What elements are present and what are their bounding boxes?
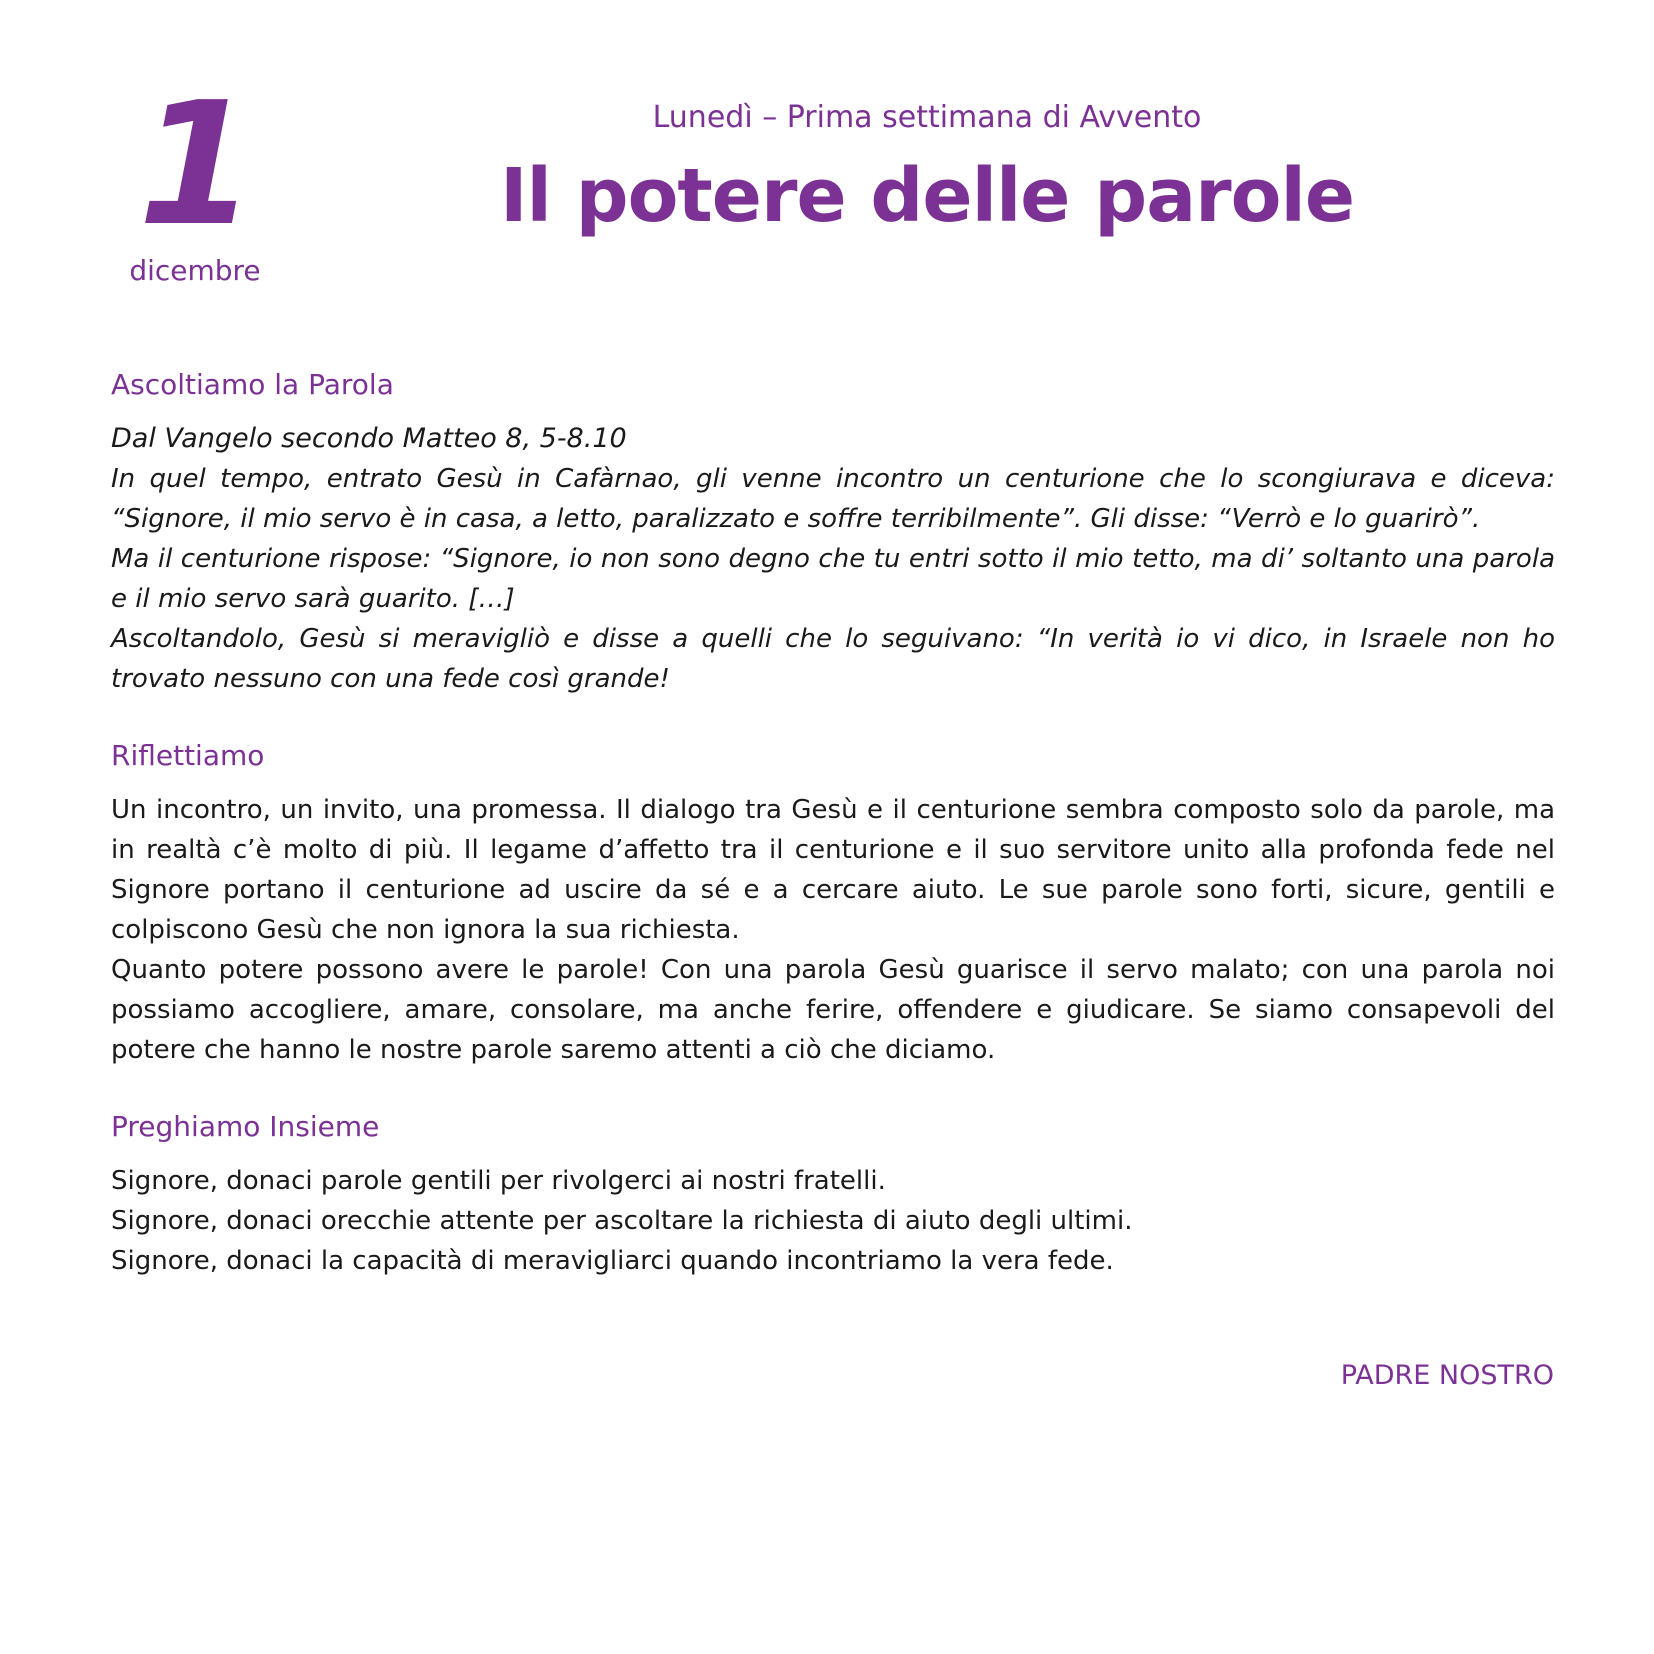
section-heading-pray: Preghiamo Insieme	[111, 1110, 380, 1143]
gospel-paragraph: Ma il centurione rispose: “Signore, io non sono degno che tu entri sotto il mio tetto, ma di’ soltanto una parola e il mio servo sarà guarito. […]	[111, 544, 1555, 614]
date-block	[110, 66, 280, 287]
section-reflect	[111, 739, 1555, 1070]
section-listen	[111, 368, 1555, 699]
prayer-line: Signore, donaci la capacità di meravigliarci quando incontriamo la vera fede.	[111, 1246, 1114, 1276]
section-pray	[111, 1110, 1555, 1281]
prayer-line: Signore, donaci orecchie attente per ascoltare la richiesta di aiuto degli ultimi.	[111, 1206, 1133, 1236]
date-month: dicembre	[129, 254, 261, 287]
date-day: 1	[137, 66, 253, 264]
gospel-reference: Dal Vangelo secondo Matteo 8, 5-8.10	[111, 423, 627, 454]
reflection-paragraph: Un incontro, un invito, una promessa. Il dialogo tra Gesù e il centurione sembra composto solo da parole, ma in realtà c’è molto di più. Il legame d’affetto tra il centurione e il suo servitore unito alla profonda fede nel Signore portano il centurione ad uscire da sé e a cercare aiuto. Le sue parole sono forti, sicure, gentili e colpiscono Gesù che non ignora la sua richiesta.	[111, 795, 1555, 945]
reflection-paragraph: Quanto potere possono avere le parole! Con una parola Gesù guarisce il servo malato; con una parola noi possiamo accogliere, amare, consolare, ma anche ferire, offendere e giudicare. Se siamo consapevoli del potere che hanno le nostre parole saremo attenti a ciò che diciamo.	[111, 955, 1555, 1065]
page-header	[300, 100, 1554, 239]
prayer-line: Signore, donaci parole gentili per rivolgerci ai nostri fratelli.	[111, 1166, 886, 1196]
page-subtitle: Lunedì – Prima settimana di Avvento	[652, 100, 1202, 135]
section-heading-reflect: Riflettiamo	[111, 739, 265, 772]
section-heading-listen: Ascoltiamo la Parola	[111, 368, 394, 401]
gospel-paragraph: In quel tempo, entrato Gesù in Cafàrnao, gli venne incontro un centurione che lo scongiurava e diceva: “Signore, il mio servo è in casa, a letto, paralizzato e soffre terribilmente”. Gli disse: “Verrò e lo guarirò”.	[111, 464, 1555, 534]
page-title: Il potere delle parole	[499, 153, 1355, 239]
closing-prayer: PADRE NOSTRO	[1340, 1360, 1554, 1391]
main-content	[111, 368, 1555, 1321]
gospel-paragraph: Ascoltandolo, Gesù si meravigliò e disse a quelli che lo seguivano: “In verità io vi dico, in Israele non ho trovato nessuno con una fede così grande!	[111, 624, 1555, 694]
